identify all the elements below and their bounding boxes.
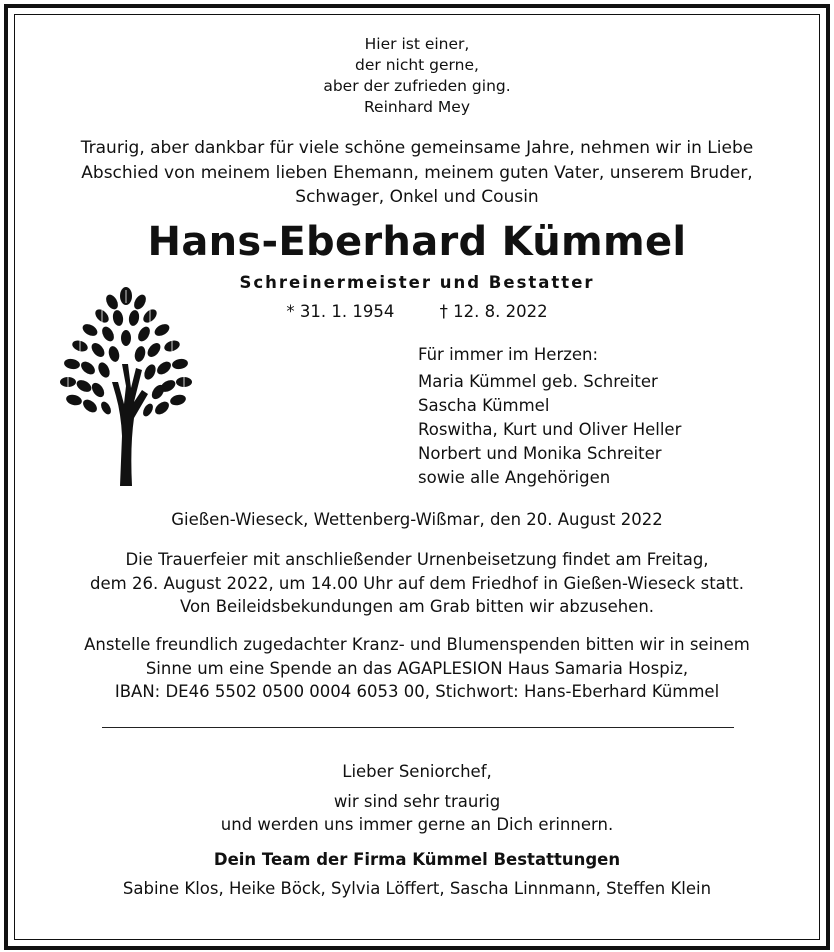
company-line: und werden uns immer gerne an Dich erinnern. — [220, 815, 614, 834]
intro-line: Schwager, Onkel und Cousin — [295, 187, 539, 207]
quote-block — [0, 34, 834, 118]
mourners-title: Für immer im Herzen: — [418, 345, 599, 364]
divider — [102, 727, 734, 728]
mourner-name: Sascha Kümmel — [418, 396, 550, 415]
ceremony-info — [0, 548, 834, 619]
place-date: Gießen-Wieseck, Wettenberg-Wißmar, den 20. August 2022 — [171, 510, 663, 529]
donation-line: IBAN: DE46 5502 0500 0004 6053 00, Stichwort: Hans-Eberhard Kümmel — [114, 682, 720, 701]
mourner-name: sowie alle Angehörigen — [418, 468, 611, 487]
company-line: wir sind sehr traurig — [333, 791, 501, 811]
tree-icon — [58, 286, 194, 486]
quote-line: der nicht gerne, — [355, 56, 479, 74]
donation-line: Anstelle freundlich zugedachter Kranz- und Blumenspenden bitten wir in seinem — [84, 635, 750, 654]
birth-date: * 31. 1. 1954 — [286, 302, 395, 321]
deceased-profession: Schreinermeister und Bestatter — [239, 273, 595, 292]
ceremony-line: Die Trauerfeier mit anschließender Urnenbeisetzung findet am Freitag, — [125, 550, 709, 569]
donation-line: Sinne um eine Spende an das AGAPLESION Haus Samaria Hospiz, — [145, 658, 689, 678]
ceremony-line: dem 26. August 2022, um 14.00 Uhr auf dem Friedhof in Gießen-Wieseck statt. — [90, 573, 744, 593]
company-notice — [0, 760, 834, 837]
intro-line: Abschied von meinem lieben Ehemann, meinem guten Vater, unserem Bruder, — [81, 162, 753, 183]
mourners-list — [418, 343, 681, 490]
company-greeting: Lieber Seniorchef, — [342, 762, 492, 781]
intro-text — [0, 136, 834, 210]
quote-line: Hier ist einer, — [364, 35, 470, 53]
company-team: Dein Team der Firma Kümmel Bestattungen — [213, 850, 621, 869]
company-staff: Sabine Klos, Heike Böck, Sylvia Löffert, Sascha Linnmann, Steffen Klein — [122, 879, 712, 898]
quote-author: Reinhard Mey — [363, 98, 470, 116]
deceased-name: Hans-Eberhard Kümmel — [147, 219, 687, 265]
intro-line: Traurig, aber dankbar für viele schöne gemeinsame Jahre, nehmen wir in Liebe — [80, 138, 754, 158]
mourner-name: Maria Kümmel geb. Schreiter — [418, 372, 658, 391]
death-date: † 12. 8. 2022 — [439, 302, 548, 321]
mourner-name: Norbert und Monika Schreiter — [418, 444, 662, 463]
quote-line: aber der zufrieden ging. — [323, 77, 511, 95]
donation-info — [0, 633, 834, 704]
mourner-name: Roswitha, Kurt und Oliver Heller — [418, 420, 682, 439]
ceremony-line: Von Beileidsbekundungen am Grab bitten wir abzusehen. — [179, 597, 655, 616]
